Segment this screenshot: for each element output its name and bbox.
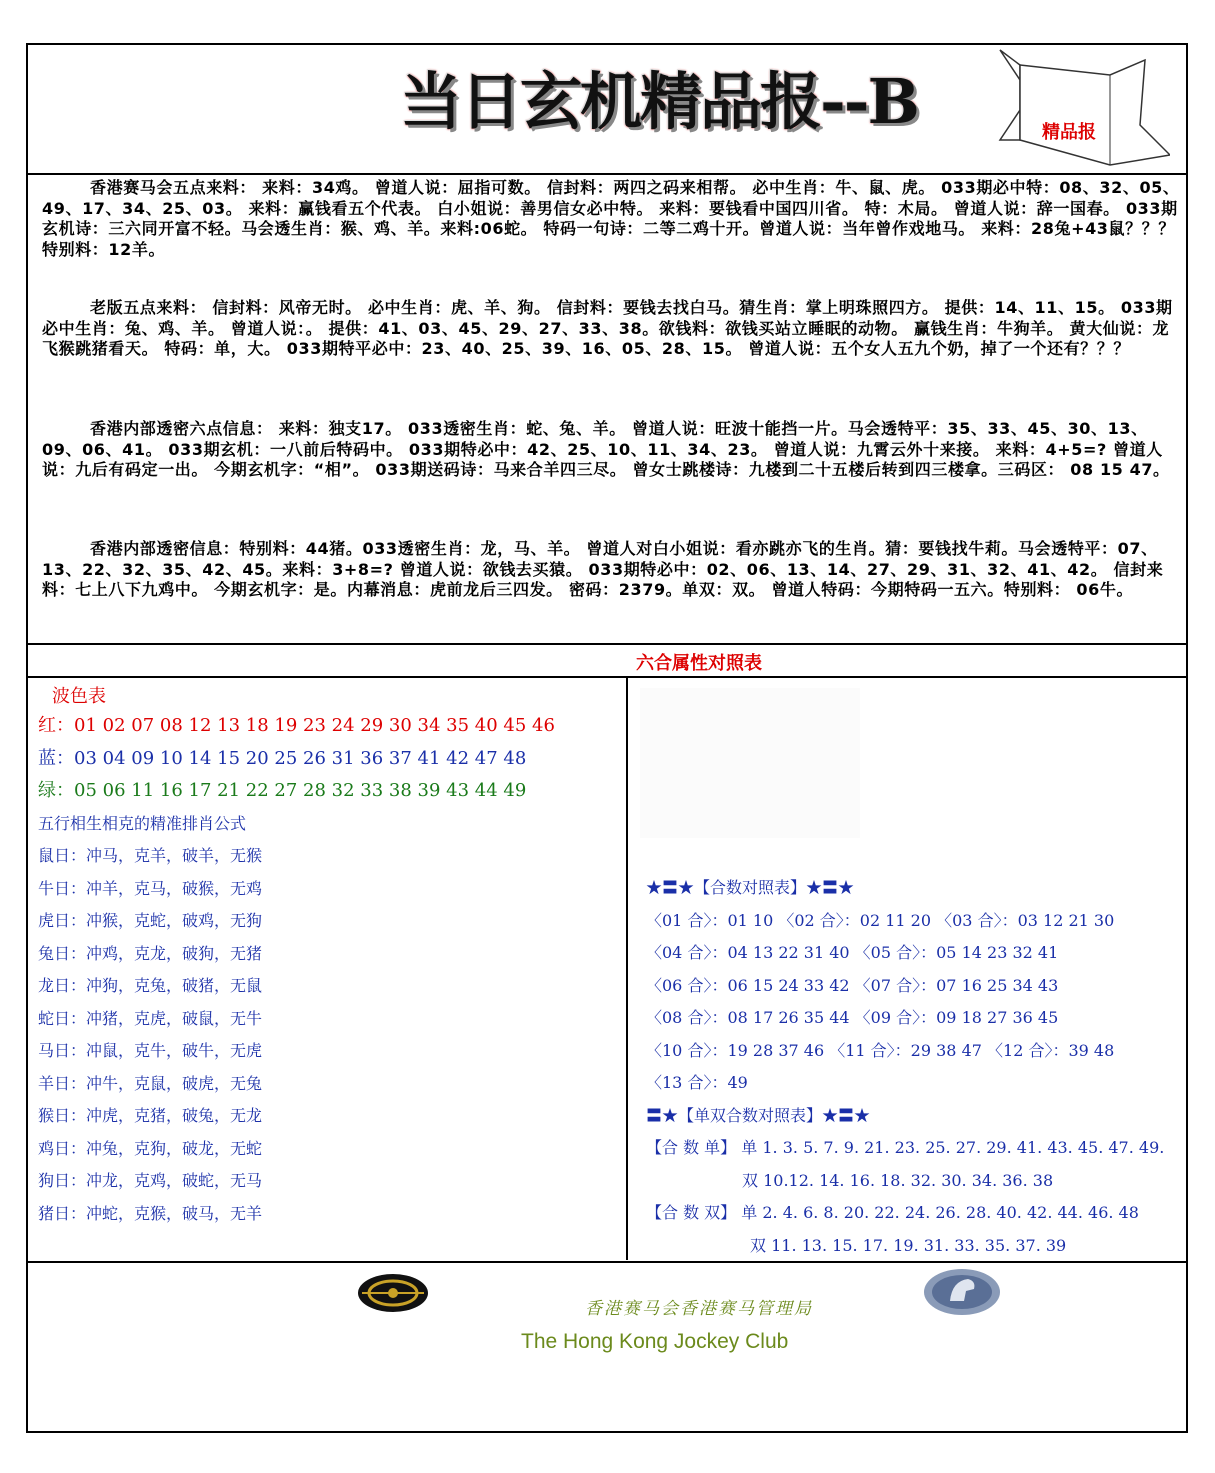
section-text: 香港内部透密六点信息： 来料：独支17。 033透密生肖：蛇、兔、羊。 曾道人说：旺波十能挡一片。马会透特平：35、33、45、30、13、09、06、41。 033期玄机：一八前后特码中。 033期特必中：42、25、10、11、34、23。 曾道人说：九霄云外十来接。 来料：4+5=? 曾道人说：九后有码定一出。 今期玄机字：“相”。 033期送码诗：马来合羊四三尽。 曾女士跳楼诗：九楼到二十五楼后转到四三楼拿。三码区： 08 15 47。	[42, 419, 1170, 480]
wuxing-row: 猪日：冲蛇，克猴，破马，无羊	[38, 1203, 263, 1223]
bose-red-label: 红：	[38, 715, 74, 736]
even-double-row: 双 11. 13. 15. 17. 19. 31. 33. 35. 37. 39	[750, 1235, 1067, 1255]
bose-red-row	[38, 710, 618, 743]
section-old-edition	[42, 298, 1182, 360]
wuxing-row: 蛇日：冲猪，克虎，破鼠，无牛	[38, 1008, 263, 1028]
section-hk-five-point	[42, 178, 1182, 260]
jockey-club-emblem-icon	[356, 1272, 430, 1314]
page-title: 当日玄机精品报--B	[400, 65, 918, 138]
bose-title: 波色表	[52, 686, 106, 707]
section-text: 香港赛马会五点来料： 来料：34鸡。 曾道人说：屈指可数。 信封料：两四之码来相帮。 必中生肖：牛、鼠、虎。 033期必中特：08、32、05、49、17、34、25、03。 来料：赢钱看五个代表。 白小姐说：善男信女必中特。 来料：要钱看中国四川省。 特：木局。 曾道人说：辞一国春。 033期玄机诗：三六同开富不轻。马会透生肖：猴、鸡、羊。来料:06蛇。 特码一句诗：二等二鸡十开。曾道人说：当年曾作戏地马。 来料：28兔+43鼠？？？特别料：12羊。	[42, 178, 1180, 259]
heshu-row: 〈04 合〉：04 13 22 31 40 〈05 合〉：05 14 23 32 41	[646, 943, 1059, 962]
blank-image-area	[640, 688, 860, 838]
even-label: 【合 数 双】	[646, 1203, 737, 1222]
ribbon-icon	[990, 45, 1170, 175]
section-internal-six-point	[42, 419, 1182, 481]
bose-red-numbers: 01 02 07 08 12 13 18 19 23 24 29 30 34 35 40 45 46	[74, 715, 555, 736]
content-divider	[26, 643, 1188, 645]
footer-chinese-name: 香港赛马会香港赛马管理局	[585, 1299, 813, 1319]
heshu-row: 〈01 合〉：01 10 〈02 合〉：02 11 20 〈03 合〉：03 12 21 30	[646, 910, 1115, 930]
heshu-row: 〈10 合〉：19 28 37 46 〈11 合〉：29 38 47 〈12 合〉：39 48	[646, 1040, 1115, 1060]
bose-blue-row	[38, 743, 618, 776]
left-column	[38, 682, 618, 1230]
table-title: 六合属性对照表	[636, 653, 762, 674]
bose-green-row	[38, 775, 618, 808]
heshu-row: 〈08 合〉：08 17 26 35 44 〈09 合〉：09 18 27 36 45	[646, 1008, 1059, 1027]
wuxing-row: 鸡日：冲兔，克狗，破龙，无蛇	[38, 1138, 263, 1158]
wuxing-row: 马日：冲鼠，克牛，破牛，无虎	[38, 1041, 263, 1060]
heshu-row: 〈06 合〉：06 15 24 33 42 〈07 合〉：07 16 25 34 43	[646, 975, 1059, 995]
wuxing-row: 狗日：冲龙，克鸡，破蛇，无马	[38, 1171, 263, 1190]
wuxing-row: 兔日：冲鸡，克龙，破狗，无猪	[38, 943, 263, 963]
heshu-title: ★〓★【合数对照表】★〓★	[646, 878, 855, 897]
footer-english-name: The Hong Kong Jockey Club	[521, 1330, 789, 1353]
odd-single: 单 1. 3. 5. 7. 9. 21. 23. 25. 27. 29. 41. 43. 45. 47. 49.	[741, 1138, 1165, 1157]
odd-single-row	[646, 1132, 1176, 1165]
bose-blue-label: 蓝：	[38, 747, 74, 769]
bose-blue-numbers: 03 04 09 10 14 15 20 25 26 31 36 37 41 42 47 48	[74, 747, 527, 769]
table-title-divider	[26, 676, 1188, 678]
wuxing-row: 羊日：冲牛，克鼠，破虎，无兔	[38, 1073, 263, 1093]
danshuang-title: 〓★【单双合数对照表】★〓★	[646, 1105, 871, 1125]
odd-label: 【合 数 单】	[646, 1138, 737, 1157]
even-single-row	[646, 1197, 1176, 1230]
heshu-row: 〈13 合〉：49	[646, 1073, 748, 1092]
section-text: 老版五点来料： 信封料：风帝无时。 必中生肖：虎、羊、狗。 信封料：要钱去找白马。猜生肖：掌上明珠照四方。 提供：14、11、15。 033期必中生肖：兔、鸡、羊。 曾道人说：。 提供：41、03、45、29、27、33、38。欲钱料：欲钱买站立睡眠的动物。 赢钱生肖：牛狗羊。 黄大仙说：龙飞猴跳猪看天。 特码：单，大。 033期特平必中：23、40、25、39、16、05、28、15。 曾道人说：五个女人五九个奶，掉了一个还有？？？	[42, 298, 1173, 359]
horse-head-emblem-icon	[922, 1267, 1002, 1317]
wuxing-row: 猴日：冲虎，克猪，破兔，无龙	[38, 1106, 263, 1125]
odd-double-row: 双 10.12. 14. 16. 18. 32. 30. 34. 36. 38	[742, 1170, 1054, 1190]
right-column	[646, 872, 1176, 1262]
wuxing-row: 鼠日：冲马，克羊，破羊，无猴	[38, 846, 263, 865]
bose-green-numbers: 05 06 11 16 17 21 22 27 28 32 33 38 39 43 44 49	[74, 780, 527, 801]
column-divider	[626, 676, 628, 1260]
wuxing-row: 虎日：冲猴，克蛇，破鸡，无狗	[38, 911, 263, 930]
section-internal-info	[42, 539, 1182, 601]
bose-green-label: 绿：	[38, 780, 74, 801]
title-banner	[400, 52, 970, 138]
section-text: 香港内部透密信息：特别料：44猪。033透密生肖：龙，马、羊。 曾道人对白小姐说：看亦跳亦飞的生肖。猜：要钱找牛莉。马会透特平：07、13、22、32、35、42、45。来料：3+8=? 曾道人说：欲钱去买猿。 033期特必中：02、06、13、14、27、29、31、32、41、42。 信封来料：七上八下九鸡中。 今期玄机字：是。内幕消息：虎前龙后三四发。 密码：2379。单双：双。 曾道人特码：今期特码一五六。特别料： 06牛。	[42, 539, 1164, 600]
even-single: 单 2. 4. 6. 8. 20. 22. 24. 26. 28. 40. 42. 44. 46. 48	[741, 1203, 1139, 1222]
ribbon-label: 精品报	[1042, 122, 1096, 143]
wuxing-row: 龙日：冲狗，克兔，破猪，无鼠	[38, 976, 263, 995]
wuxing-row: 牛日：冲羊，克马，破猴，无鸡	[38, 878, 263, 898]
wuxing-title: 五行相生相克的精准排肖公式	[38, 813, 247, 833]
